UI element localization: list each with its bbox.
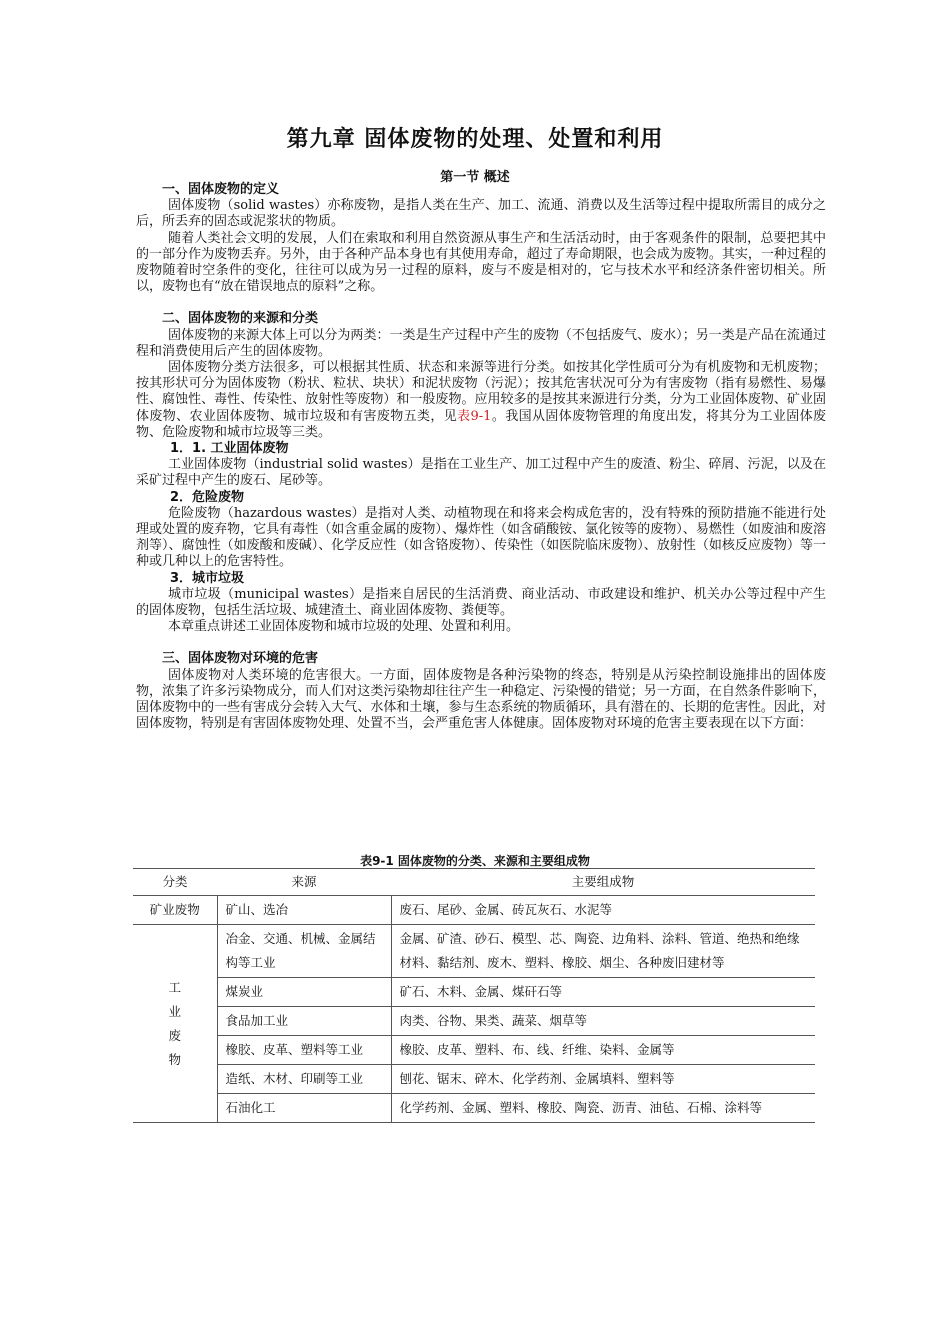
vertical-category-label: 工 业 废 物: [168, 979, 181, 1067]
paragraph: 工业固体废物（industrial solid wastes）是指在工业生产、加工过程中产生的废渣、粉尘、碎屑、污泥，以及在采矿过程中产生的废石、尾砂等。: [136, 457, 826, 489]
table-cell-composition: 肉类、谷物、果类、蔬菜、烟草等: [391, 1007, 815, 1036]
paragraph: 固体废物（solid wastes）亦称废物，是指人类在生产、加工、流通、消费以及生活等过程中提取所需目的成分之后，所丢弃的固态或泥浆状的物质。: [136, 198, 826, 230]
paragraph: 本章重点讲述工业固体废物和城市垃圾的处理、处置和利用。: [168, 619, 520, 635]
table-cell-source: 造纸、木材、印刷等工业: [217, 1065, 391, 1094]
table-cell-source: 煤炭业: [217, 978, 391, 1007]
heading-industrial: 1．1. 工业固体废物: [170, 441, 289, 457]
heading-environment-hazard: 三、固体废物对环境的危害: [162, 651, 319, 667]
table-cell-composition: 橡胶、皮革、塑料、布、线、纤维、染料、金属等: [391, 1036, 815, 1065]
table-header: 来源: [217, 869, 391, 896]
table-cell-source: 食品加工业: [217, 1007, 391, 1036]
paragraph-text: 固体废物分类方法很多，可以根据其性质、状态和来源等进行分类。如按其化学性质可分为有机废物和无机废物；按其形状可分为固体废物（粉状、粒状、块状）和泥状废物（污泥）；按其危害状况可分为有害废物（指有易燃性、易爆性、腐蚀性、毒性、传染性、放射性等废物）和一般废物。应用较多的是按其来源进行分类，分为工业固体废物、矿业固体废物、农业固体废物、城市垃圾和有害废物五类，见: [136, 360, 826, 424]
table-row: [133, 1094, 815, 1123]
heading-hazardous: 2．危险废物: [170, 489, 245, 505]
table-cell-source: 橡胶、皮革、塑料等工业: [217, 1036, 391, 1065]
heading-definition: 一、固体废物的定义: [162, 182, 280, 197]
table-cell-source: 冶金、交通、机械、金属结构等工业: [217, 925, 391, 978]
table-cell-category: 矿业废物: [133, 896, 217, 925]
body-text: [136, 182, 826, 733]
table-cell-source: 石油化工: [217, 1094, 391, 1123]
table-cell-composition: 矿石、木料、金属、煤矸石等: [391, 978, 815, 1007]
paragraph: 随着人类社会文明的发展，人们在索取和利用自然资源从事生产和生活活动时，由于客观条件的限制，总要把其中的一部分作为废物丢弃。另外，由于各种产品本身也有其使用寿命，超过了寿命期限，也会成为废物。其实，一种过程的废物随着时空条件的变化，往往可以成为另一过程的原料，废与不废是相对的，它与技术水平和经济条件密切相关。所以，废物也有“放在错误地点的原料”之称。: [136, 230, 826, 295]
paragraph-text: 。我国从固体废物管理的角度出发，将其分为工业固体废物、危险废物和城市垃圾等三类。: [136, 408, 826, 440]
table-header: 分类: [133, 869, 217, 896]
table-row: [133, 896, 815, 925]
table-caption: 表9-1 固体废物的分类、来源和主要组成物: [360, 854, 590, 868]
table-cell-category: [133, 925, 217, 1123]
section-title: 第一节 概述: [440, 170, 510, 185]
table-row: [133, 1065, 815, 1094]
paragraph: [136, 360, 826, 441]
table-row: [133, 925, 815, 978]
heading-sources: 二、固体废物的来源和分类: [162, 311, 319, 327]
table-header: 主要组成物: [391, 869, 815, 896]
waste-table: [133, 868, 815, 1123]
paragraph: 固体废物对人类环境的危害很大。一方面，固体废物是各种污染物的终态，特别是从污染控制设施排出的固体废物，浓集了许多污染物成分，而人们对这类污染物却往往产生一种稳定、污染慢的错觉；另一方面，在自然条件影响下，固体废物中的一些有害成分会转入大气、水体和土壤，参与生态系统的物质循环，具有潜在的、长期的危害性。因此，对固体废物，特别是有害固体废物处理、处置不当，会严重危害人体健康。固体废物对环境的危害主要表现在以下方面：: [136, 667, 826, 732]
table-header-row: [133, 869, 815, 896]
table-cell-source: 矿山、选冶: [217, 896, 391, 925]
paragraph: 固体废物的来源大体上可以分为两类：一类是生产过程中产生的废物（不包括废气、废水）；另一类是产品在流通过程和消费使用后产生的固体废物。: [136, 327, 826, 359]
table-reference-link[interactable]: 表9-1: [457, 408, 492, 424]
table-cell-composition: 刨花、锯末、碎木、化学药剂、金属填料、塑料等: [391, 1065, 815, 1094]
paragraph: 危险废物（hazardous wastes）是指对人类、动植物现在和将来会构成危害的，没有特殊的预防措施不能进行处理或处置的废弃物，它具有毒性（如含重金属的废物）、爆炸性（如含硝酸铵、氯化铵等的废物）、易燃性（如废油和废溶剂等）、腐蚀性（如废酸和废碱）、化学反应性（如含铬废物）、传染性（如医院临床废物）、放射性（如核反应废物）等一种或几种以上的危害特性。: [136, 505, 826, 570]
heading-municipal: 3．城市垃圾: [170, 570, 245, 586]
table-cell-composition: 废石、尾砂、金属、砖瓦灰石、水泥等: [391, 896, 815, 925]
table-row: [133, 978, 815, 1007]
table-cell-composition: 化学药剂、金属、塑料、橡胶、陶瓷、沥青、油毡、石棉、涂料等: [391, 1094, 815, 1123]
paragraph: 城市垃圾（municipal wastes）是指来自居民的生活消费、商业活动、市政建设和维护、机关办公等过程中产生的固体废物，包括生活垃圾、城建渣土、商业固体废物、粪便等。: [136, 586, 826, 619]
table-row: [133, 1036, 815, 1065]
chapter-title: 第九章 固体废物的处理、处置和利用: [286, 127, 664, 152]
table-cell-composition: 金属、矿渣、砂石、模型、芯、陶瓷、边角料、涂料、管道、绝热和绝缘材料、黏结剂、废木、塑料、橡胶、烟尘、各种废旧建材等: [391, 925, 815, 978]
table-row: [133, 1007, 815, 1036]
